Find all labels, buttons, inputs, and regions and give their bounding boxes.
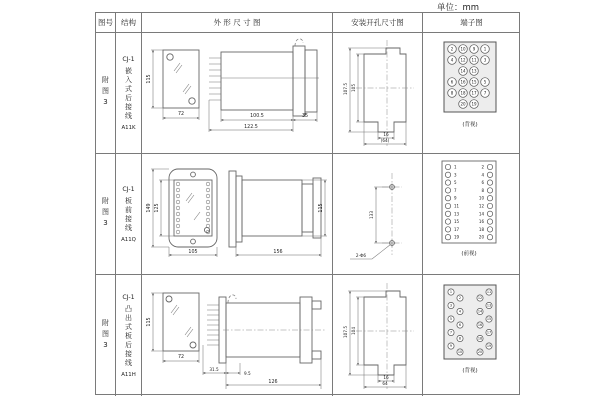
svg-text:18: 18 (460, 90, 466, 96)
svg-text:104: 104 (350, 326, 356, 335)
fig-cell-row2 (96, 154, 116, 275)
svg-text:64: 64 (381, 380, 388, 386)
svg-text:6: 6 (481, 180, 484, 186)
install-cell-row2 (333, 154, 423, 275)
fig-cell-row1 (96, 33, 116, 154)
svg-text:15: 15 (454, 219, 460, 225)
svg-text:9: 9 (449, 343, 453, 348)
svg-text:16: 16 (477, 322, 483, 327)
svg-text:15: 15 (471, 79, 477, 85)
svg-text:16: 16 (382, 132, 389, 137)
svg-text:2-Φ6: 2-Φ6 (355, 253, 366, 258)
svg-text:115: 115 (318, 203, 324, 213)
svg-text:10: 10 (457, 349, 463, 354)
svg-text:12: 12 (460, 57, 466, 63)
structure-desc-row2: 板前接线 (124, 196, 133, 233)
svg-text:133: 133 (368, 211, 374, 219)
terminal-diagram-a11k (424, 34, 519, 152)
svg-text:12: 12 (477, 295, 483, 300)
outline-drawing-a11q (143, 155, 332, 273)
fig-cell-row3 (96, 275, 116, 396)
svg-text:8: 8 (481, 187, 484, 193)
svg-text:8: 8 (458, 336, 462, 341)
svg-text:10: 10 (478, 195, 484, 201)
outline-cell-row3 (142, 275, 333, 396)
svg-text:8: 8 (450, 90, 454, 96)
svg-text:4: 4 (458, 309, 462, 314)
install-cell-row1 (333, 33, 423, 154)
header-install: 安装开孔尺寸图 (333, 13, 423, 33)
svg-text:10: 10 (460, 46, 466, 52)
fig-label-row3: 附图3 (101, 318, 110, 353)
svg-text:20: 20 (477, 349, 483, 354)
svg-text:6: 6 (458, 322, 462, 327)
svg-text:19: 19 (454, 234, 460, 240)
structure-code-row2: A11Q (121, 236, 136, 243)
svg-text:(64): (64) (380, 138, 389, 143)
svg-text:7: 7 (483, 90, 487, 96)
header-terminal: 端子图 (423, 13, 520, 33)
svg-text:11: 11 (454, 203, 460, 209)
svg-text:1: 1 (454, 164, 457, 170)
svg-text:4: 4 (481, 172, 484, 178)
terminal-cell-row2 (423, 154, 520, 275)
svg-text:3: 3 (483, 57, 487, 63)
svg-text:13: 13 (471, 68, 477, 74)
svg-text:100.5: 100.5 (249, 114, 264, 119)
outline-cell-row2 (142, 154, 333, 275)
structure-code-row1: A11K (121, 124, 136, 131)
fig-label-row1: 附图3 (101, 76, 110, 110)
svg-text:9: 9 (454, 195, 457, 201)
svg-text:6: 6 (450, 79, 454, 85)
svg-text:20: 20 (460, 101, 466, 107)
svg-text:105: 105 (187, 250, 198, 255)
svg-text:107.5: 107.5 (342, 325, 348, 338)
svg-text:17: 17 (454, 226, 460, 232)
svg-text:20: 20 (478, 234, 484, 240)
terminal-diagram-a11h (424, 277, 519, 395)
terminal-cell-row1 (423, 33, 520, 154)
install-drawing-a11q (334, 155, 422, 273)
svg-text:156: 156 (272, 250, 283, 255)
header-struct: 结构 (116, 13, 142, 33)
svg-text:13: 13 (486, 303, 492, 308)
svg-text:12: 12 (478, 203, 484, 209)
svg-text:16: 16 (460, 79, 466, 85)
terminal-cell-row3 (423, 275, 520, 396)
svg-text:17: 17 (486, 330, 492, 335)
header-outline: 外 形 尺 寸 图 (142, 13, 333, 33)
svg-text:1: 1 (483, 46, 487, 52)
svg-text:15: 15 (486, 316, 492, 321)
svg-text:31.5: 31.5 (208, 366, 219, 372)
view-label-row2: (前视) (461, 251, 477, 257)
svg-text:3: 3 (454, 172, 457, 178)
svg-text:18: 18 (477, 336, 483, 341)
view-label-row1: (背视) (462, 122, 478, 128)
fig-label-row2: 附图3 (101, 197, 110, 231)
svg-text:126: 126 (267, 379, 278, 385)
svg-text:19: 19 (471, 101, 477, 107)
unit-label: 单位：mm (437, 3, 480, 13)
structure-cell-row2 (116, 154, 142, 275)
svg-text:35: 35 (301, 114, 308, 119)
svg-text:14: 14 (460, 68, 466, 74)
svg-text:14: 14 (478, 211, 484, 217)
svg-text:7: 7 (449, 330, 453, 335)
svg-text:5: 5 (449, 316, 453, 321)
svg-text:18: 18 (478, 226, 484, 232)
svg-text:19: 19 (486, 343, 492, 348)
install-drawing-a11k (334, 34, 422, 152)
svg-text:115: 115 (146, 74, 152, 84)
install-cell-row3 (333, 275, 423, 396)
svg-text:125: 125 (154, 203, 160, 213)
terminal-diagram-a11q (424, 155, 519, 273)
svg-text:11: 11 (486, 289, 492, 294)
svg-text:72: 72 (177, 112, 184, 117)
svg-text:107.5: 107.5 (342, 83, 348, 95)
svg-text:9: 9 (472, 46, 476, 52)
svg-text:2: 2 (450, 46, 454, 52)
svg-text:16: 16 (478, 219, 484, 225)
model-label-row3: CJ-1 (122, 293, 135, 301)
outline-drawing-a11h (143, 277, 332, 395)
svg-text:13: 13 (454, 211, 460, 217)
svg-text:2: 2 (481, 164, 484, 170)
model-label-row1: CJ-1 (122, 55, 135, 63)
outline-drawing-a11k (143, 34, 332, 152)
svg-text:105: 105 (350, 84, 356, 92)
svg-text:5: 5 (454, 180, 457, 186)
svg-text:72: 72 (177, 354, 184, 360)
outline-cell-row1 (142, 33, 333, 154)
install-drawing-a11h (334, 277, 422, 395)
svg-text:17: 17 (471, 90, 477, 96)
svg-text:14: 14 (477, 309, 483, 314)
structure-desc-row1: 嵌入式后接线 (124, 66, 133, 121)
view-label-row3: (背视) (462, 367, 478, 374)
svg-text:16: 16 (382, 374, 389, 380)
model-label-row2: CJ-1 (122, 185, 135, 193)
svg-text:3: 3 (449, 303, 453, 308)
svg-text:149: 149 (146, 203, 152, 213)
svg-text:9.5: 9.5 (243, 370, 251, 376)
svg-text:2: 2 (458, 295, 462, 300)
svg-text:5: 5 (483, 79, 487, 85)
svg-text:122.5: 122.5 (243, 125, 258, 130)
structure-cell-row1 (116, 33, 142, 154)
structure-desc-row3: 凸出式板后接线 (124, 304, 133, 368)
svg-text:1: 1 (449, 289, 453, 294)
svg-text:4: 4 (450, 57, 454, 63)
structure-cell-row3 (116, 275, 142, 396)
header-fig: 图号 (96, 13, 116, 33)
svg-text:7: 7 (454, 187, 457, 193)
svg-text:11: 11 (471, 57, 477, 63)
svg-text:115: 115 (146, 316, 152, 327)
structure-code-row3: A11H (121, 371, 136, 378)
spec-table (95, 12, 520, 395)
